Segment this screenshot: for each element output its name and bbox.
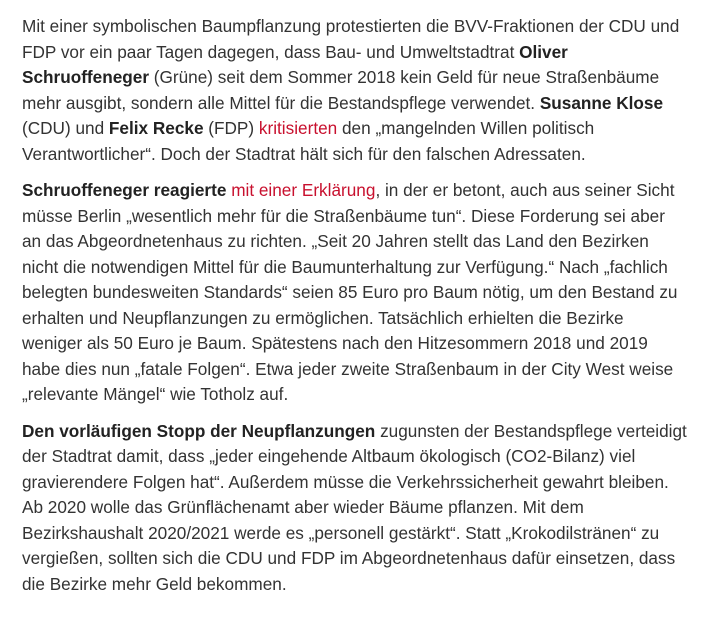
name-susanne-klose: Susanne Klose xyxy=(539,92,664,113)
name-felix-recke: Felix Recke xyxy=(108,118,204,138)
text-segment: Mit einer symbolischen Baumpflanzung protestierten die BVV-Fraktionen der CDU und FDP vor ein paar Tagen dagegen, dass Bau- und Umweltstadtrat xyxy=(22,16,680,62)
name-oliver-schruoffeneger: Oliver Schruoffeneger xyxy=(22,41,568,87)
text-segment: , in der er betont, auch aus seiner Sicht müsse Berlin „wesentlich mehr für die Straßenbäume tun“. Diese Forderung sei aber an das Abgeordnetenhaus zu richten. „Seit 20 Jahren stellt das Land den Bezirken nicht die notwendigen Mittel für die Baumunterhaltung zur Verfügung.“ Nach „fachlich belegten bundesweiten Standards“ seien 85 Euro pro Baum nötig, um den Bestand zu erhalten und Neupflanzungen zu ermöglichen. Tatsächlich erhielten die Bezirke weniger als 50 Euro je Baum. Spätestens nach den Hitzesommern 2018 und 2019 habe dies nun „fatale Folgen“. Etwa jeder zweite Straßenbaum in der City West weise „relevante Mängel“ wie Totholz auf. xyxy=(22,180,678,404)
paragraph-2 xyxy=(22,178,687,408)
link-mit-einer-erklaerung[interactable]: mit einer Erklärung xyxy=(231,180,376,200)
text-segment: zugunsten der Bestandspflege verteidigt der Stadtrat damit, dass „jeder eingehende Altbaum ökologisch (CO2-Bilanz) viel gravierendere Folgen hat“. Außerdem müsse die Verkehrssicherheit gewahrt bleiben. Ab 2020 wolle das Grünflächenamt aber wieder Bäume pflanzen. Mit dem Bezirkshaushalt 2020/2021 werde es „personell gestärkt“. Statt „Krokodilstränen“ zu vergießen, sollten sich die CDU und FDP im Abgeordnetenhaus dafür einsetzen, dass die Bezirke mehr Geld bekommen. xyxy=(22,420,687,594)
paragraph-3 xyxy=(22,419,687,598)
text-segment: (Grüne) seit dem Sommer 2018 kein Geld für neue Straßenbäume mehr ausgibt, sondern alle Mittel für die Bestandspflege verwendet. xyxy=(22,67,660,113)
text-segment: (FDP) xyxy=(203,118,259,138)
link-kritisierten[interactable]: kritisierten xyxy=(258,118,338,138)
paragraph-1 xyxy=(22,14,687,167)
text-segment: den „mangelnden Willen politisch Verantwortlicher“. Doch der Stadtrat hält sich für den falschen Adressaten. xyxy=(22,118,595,164)
article-body xyxy=(22,14,687,608)
lead-stopp-der-neupflanzungen: Den vorläufigen Stopp der Neupflanzungen xyxy=(22,420,376,441)
text-segment: (CDU) und xyxy=(22,118,109,138)
lead-schruoffeneger-reagierte: Schruoffeneger reagierte xyxy=(22,180,227,200)
